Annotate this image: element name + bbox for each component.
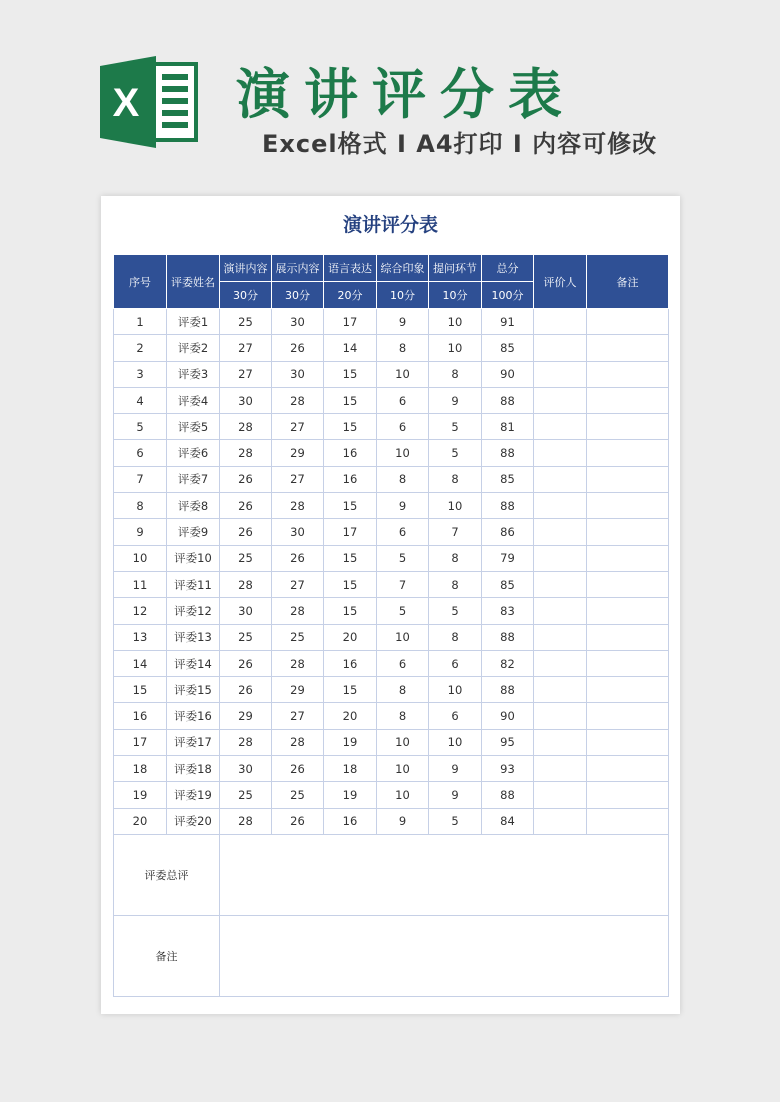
cell-total[interactable]: 90 <box>482 361 534 387</box>
cell-evaluator[interactable] <box>534 729 587 755</box>
header-points: 30分 <box>272 282 324 309</box>
table-row <box>114 624 669 650</box>
header-criterion: 综合印象 <box>377 255 429 282</box>
cell-index[interactable]: 18 <box>114 756 167 782</box>
header-criterion: 提问环节 <box>429 255 482 282</box>
cell-score[interactable]: 9 <box>429 387 482 413</box>
cell-judge-name[interactable]: 评委20 <box>167 808 220 834</box>
cell-score[interactable]: 26 <box>272 756 324 782</box>
cell-score[interactable]: 6 <box>377 650 429 676</box>
cell-judge-name[interactable]: 评委1 <box>167 309 220 335</box>
cell-evaluator[interactable] <box>534 335 587 361</box>
table-row <box>114 677 669 703</box>
notes-cell[interactable] <box>220 915 669 996</box>
cell-score[interactable]: 27 <box>272 571 324 597</box>
cell-score[interactable]: 16 <box>324 808 377 834</box>
cell-score[interactable]: 5 <box>429 598 482 624</box>
header-points: 100分 <box>482 282 534 309</box>
cell-score[interactable]: 8 <box>377 466 429 492</box>
cell-evaluator[interactable] <box>534 756 587 782</box>
cell-score[interactable]: 27 <box>272 414 324 440</box>
cell-total[interactable]: 88 <box>482 440 534 466</box>
cell-score[interactable]: 28 <box>220 440 272 466</box>
cell-score[interactable]: 29 <box>272 677 324 703</box>
table-row <box>114 335 669 361</box>
cell-remarks[interactable] <box>587 782 669 808</box>
cell-evaluator[interactable] <box>534 466 587 492</box>
cell-score[interactable]: 9 <box>429 782 482 808</box>
cell-total[interactable]: 81 <box>482 414 534 440</box>
cell-index[interactable]: 6 <box>114 440 167 466</box>
cell-score[interactable]: 26 <box>220 466 272 492</box>
cell-score[interactable]: 25 <box>220 309 272 335</box>
cell-total[interactable]: 95 <box>482 729 534 755</box>
cell-index[interactable]: 13 <box>114 624 167 650</box>
header-points: 10分 <box>429 282 482 309</box>
cell-remarks[interactable] <box>587 756 669 782</box>
cell-score[interactable]: 27 <box>272 466 324 492</box>
cell-score[interactable]: 10 <box>429 677 482 703</box>
cell-score[interactable]: 10 <box>377 756 429 782</box>
cell-judge-name[interactable]: 评委12 <box>167 598 220 624</box>
cell-score[interactable]: 26 <box>272 545 324 571</box>
cell-score[interactable]: 26 <box>220 677 272 703</box>
cell-total[interactable]: 88 <box>482 677 534 703</box>
cell-index[interactable]: 19 <box>114 782 167 808</box>
cell-evaluator[interactable] <box>534 387 587 413</box>
cell-score[interactable]: 26 <box>272 808 324 834</box>
cell-judge-name[interactable]: 评委16 <box>167 703 220 729</box>
cell-score[interactable]: 5 <box>377 598 429 624</box>
cell-judge-name[interactable]: 评委3 <box>167 361 220 387</box>
table-row <box>114 808 669 834</box>
cell-score[interactable]: 30 <box>272 519 324 545</box>
document-page <box>101 196 680 1014</box>
cell-remarks[interactable] <box>587 650 669 676</box>
cell-remarks[interactable] <box>587 493 669 519</box>
cell-index[interactable]: 15 <box>114 677 167 703</box>
score-table-body <box>114 309 669 997</box>
cell-score[interactable]: 28 <box>272 650 324 676</box>
cell-evaluator[interactable] <box>534 493 587 519</box>
cell-score[interactable]: 5 <box>429 808 482 834</box>
table-row <box>114 571 669 597</box>
cell-score[interactable]: 10 <box>377 624 429 650</box>
cell-score[interactable]: 28 <box>272 598 324 624</box>
cell-score[interactable]: 28 <box>272 729 324 755</box>
cell-score[interactable]: 8 <box>429 571 482 597</box>
cell-score[interactable]: 17 <box>324 519 377 545</box>
cell-remarks[interactable] <box>587 808 669 834</box>
cell-judge-name[interactable]: 评委13 <box>167 624 220 650</box>
cell-remarks[interactable] <box>587 387 669 413</box>
cell-judge-name[interactable]: 评委15 <box>167 677 220 703</box>
cell-judge-name[interactable]: 评委5 <box>167 414 220 440</box>
cell-index[interactable]: 9 <box>114 519 167 545</box>
cell-judge-name[interactable]: 评委9 <box>167 519 220 545</box>
cell-remarks[interactable] <box>587 466 669 492</box>
cell-score[interactable]: 20 <box>324 624 377 650</box>
cell-score[interactable]: 25 <box>220 782 272 808</box>
cell-score[interactable]: 19 <box>324 782 377 808</box>
cell-score[interactable]: 15 <box>324 677 377 703</box>
cell-index[interactable]: 3 <box>114 361 167 387</box>
excel-icon <box>100 56 200 148</box>
cell-remarks[interactable] <box>587 335 669 361</box>
cell-score[interactable]: 8 <box>377 677 429 703</box>
cell-evaluator[interactable] <box>534 703 587 729</box>
table-row <box>114 756 669 782</box>
hero-title: 演讲评分表 <box>236 63 576 126</box>
cell-score[interactable]: 25 <box>220 545 272 571</box>
cell-score[interactable]: 26 <box>220 650 272 676</box>
cell-total[interactable]: 88 <box>482 493 534 519</box>
cell-score[interactable]: 27 <box>272 703 324 729</box>
cell-remarks[interactable] <box>587 361 669 387</box>
cell-score[interactable]: 16 <box>324 440 377 466</box>
cell-score[interactable]: 25 <box>272 624 324 650</box>
document-title: 演讲评分表 <box>342 214 438 236</box>
cell-evaluator[interactable] <box>534 782 587 808</box>
cell-score[interactable]: 27 <box>220 361 272 387</box>
cell-total[interactable]: 86 <box>482 519 534 545</box>
cell-score[interactable]: 28 <box>220 729 272 755</box>
cell-evaluator[interactable] <box>534 519 587 545</box>
cell-score[interactable]: 7 <box>377 571 429 597</box>
cell-score[interactable]: 27 <box>220 335 272 361</box>
cell-index[interactable]: 20 <box>114 808 167 834</box>
cell-total[interactable]: 79 <box>482 545 534 571</box>
cell-score[interactable]: 16 <box>324 650 377 676</box>
notes-label: 备注 <box>114 915 220 996</box>
cell-total[interactable]: 85 <box>482 571 534 597</box>
cell-score[interactable]: 15 <box>324 387 377 413</box>
cell-judge-name[interactable]: 评委4 <box>167 387 220 413</box>
cell-score[interactable]: 30 <box>220 598 272 624</box>
cell-total[interactable]: 82 <box>482 650 534 676</box>
table-row <box>114 309 669 335</box>
table-row <box>114 650 669 676</box>
cell-evaluator[interactable] <box>534 361 587 387</box>
table-row <box>114 387 669 413</box>
cell-score[interactable]: 6 <box>429 703 482 729</box>
cell-total[interactable]: 83 <box>482 598 534 624</box>
cell-score[interactable]: 9 <box>377 808 429 834</box>
cell-total[interactable]: 90 <box>482 703 534 729</box>
cell-evaluator[interactable] <box>534 650 587 676</box>
cell-index[interactable]: 17 <box>114 729 167 755</box>
cell-judge-name[interactable]: 评委18 <box>167 756 220 782</box>
cell-score[interactable]: 19 <box>324 729 377 755</box>
cell-score[interactable]: 10 <box>429 729 482 755</box>
cell-remarks[interactable] <box>587 729 669 755</box>
cell-evaluator[interactable] <box>534 545 587 571</box>
header-criterion: 演讲内容 <box>220 255 272 282</box>
cell-evaluator[interactable] <box>534 624 587 650</box>
cell-score[interactable]: 8 <box>377 703 429 729</box>
cell-score[interactable]: 28 <box>272 493 324 519</box>
header-points: 20分 <box>324 282 377 309</box>
summary-label: 评委总评 <box>114 834 220 915</box>
cell-total[interactable]: 88 <box>482 782 534 808</box>
cell-judge-name[interactable]: 评委8 <box>167 493 220 519</box>
cell-score[interactable]: 6 <box>377 414 429 440</box>
cell-score[interactable]: 25 <box>220 624 272 650</box>
cell-score[interactable]: 6 <box>377 387 429 413</box>
cell-score[interactable]: 16 <box>324 466 377 492</box>
cell-score[interactable]: 15 <box>324 414 377 440</box>
cell-index[interactable]: 4 <box>114 387 167 413</box>
cell-score[interactable]: 10 <box>377 782 429 808</box>
cell-score[interactable]: 15 <box>324 598 377 624</box>
cell-score[interactable]: 26 <box>220 493 272 519</box>
cell-score[interactable]: 6 <box>377 519 429 545</box>
cell-score[interactable]: 30 <box>272 309 324 335</box>
summary-cell[interactable] <box>220 834 669 915</box>
cell-score[interactable]: 9 <box>377 493 429 519</box>
cell-score[interactable]: 7 <box>429 519 482 545</box>
cell-score[interactable]: 14 <box>324 335 377 361</box>
table-row <box>114 703 669 729</box>
cell-score[interactable]: 10 <box>429 335 482 361</box>
table-row <box>114 414 669 440</box>
cell-score[interactable]: 10 <box>377 729 429 755</box>
cell-remarks[interactable] <box>587 309 669 335</box>
cell-total[interactable]: 85 <box>482 466 534 492</box>
cell-index[interactable]: 10 <box>114 545 167 571</box>
summary-row <box>114 834 669 915</box>
score-table <box>113 254 669 997</box>
table-row <box>114 440 669 466</box>
cell-remarks[interactable] <box>587 624 669 650</box>
cell-judge-name[interactable]: 评委7 <box>167 466 220 492</box>
cell-judge-name[interactable]: 评委11 <box>167 571 220 597</box>
table-row <box>114 729 669 755</box>
cell-judge-name[interactable]: 评委2 <box>167 335 220 361</box>
cell-index[interactable]: 14 <box>114 650 167 676</box>
cell-index[interactable]: 16 <box>114 703 167 729</box>
cell-evaluator[interactable] <box>534 677 587 703</box>
cell-index[interactable]: 8 <box>114 493 167 519</box>
cell-score[interactable]: 10 <box>429 309 482 335</box>
cell-evaluator[interactable] <box>534 309 587 335</box>
header-evaluator: 评价人 <box>534 255 587 309</box>
cell-score[interactable]: 30 <box>220 756 272 782</box>
cell-remarks[interactable] <box>587 414 669 440</box>
cell-score[interactable]: 9 <box>377 309 429 335</box>
header-points: 30分 <box>220 282 272 309</box>
cell-score[interactable]: 17 <box>324 309 377 335</box>
cell-score[interactable]: 8 <box>429 466 482 492</box>
cell-total[interactable]: 85 <box>482 335 534 361</box>
header-points: 10分 <box>377 282 429 309</box>
cell-remarks[interactable] <box>587 571 669 597</box>
cell-index[interactable]: 5 <box>114 414 167 440</box>
cell-score[interactable]: 28 <box>272 387 324 413</box>
cell-score[interactable]: 18 <box>324 756 377 782</box>
cell-evaluator[interactable] <box>534 808 587 834</box>
cell-evaluator[interactable] <box>534 571 587 597</box>
cell-score[interactable]: 10 <box>429 493 482 519</box>
cell-score[interactable]: 8 <box>429 624 482 650</box>
cell-index[interactable]: 7 <box>114 466 167 492</box>
cell-total[interactable]: 91 <box>482 309 534 335</box>
table-row <box>114 519 669 545</box>
cell-remarks[interactable] <box>587 440 669 466</box>
hero-subtitle: Excel格式 I A4打印 I 内容可修改 <box>262 130 658 158</box>
table-row <box>114 545 669 571</box>
cell-score[interactable]: 10 <box>377 440 429 466</box>
cell-score[interactable]: 6 <box>429 650 482 676</box>
header-criterion: 总分 <box>482 255 534 282</box>
header-judge-name: 评委姓名 <box>167 255 220 309</box>
cell-remarks[interactable] <box>587 677 669 703</box>
cell-score[interactable]: 28 <box>220 571 272 597</box>
cell-index[interactable]: 1 <box>114 309 167 335</box>
cell-score[interactable]: 30 <box>272 361 324 387</box>
cell-judge-name[interactable]: 评委6 <box>167 440 220 466</box>
cell-remarks[interactable] <box>587 598 669 624</box>
cell-score[interactable]: 5 <box>429 440 482 466</box>
cell-remarks[interactable] <box>587 703 669 729</box>
notes-row <box>114 915 669 996</box>
table-row <box>114 493 669 519</box>
header-remarks: 备注 <box>587 255 669 309</box>
cell-score[interactable]: 15 <box>324 571 377 597</box>
cell-score[interactable]: 15 <box>324 493 377 519</box>
hero-banner <box>0 0 780 190</box>
table-row <box>114 361 669 387</box>
cell-judge-name[interactable]: 评委19 <box>167 782 220 808</box>
cell-score[interactable]: 8 <box>429 361 482 387</box>
cell-judge-name[interactable]: 评委14 <box>167 650 220 676</box>
cell-total[interactable]: 84 <box>482 808 534 834</box>
cell-judge-name[interactable]: 评委17 <box>167 729 220 755</box>
excel-icon-letter: X <box>112 81 140 125</box>
cell-score[interactable]: 5 <box>429 414 482 440</box>
header-criterion: 语言表达 <box>324 255 377 282</box>
cell-score[interactable]: 26 <box>272 335 324 361</box>
header-index: 序号 <box>114 255 167 309</box>
cell-index[interactable]: 12 <box>114 598 167 624</box>
cell-score[interactable]: 20 <box>324 703 377 729</box>
cell-score[interactable]: 5 <box>377 545 429 571</box>
cell-score[interactable]: 25 <box>272 782 324 808</box>
cell-score[interactable]: 29 <box>220 703 272 729</box>
cell-score[interactable]: 9 <box>429 756 482 782</box>
cell-total[interactable]: 93 <box>482 756 534 782</box>
cell-evaluator[interactable] <box>534 414 587 440</box>
table-row <box>114 598 669 624</box>
cell-score[interactable]: 26 <box>220 519 272 545</box>
cell-score[interactable]: 28 <box>220 808 272 834</box>
cell-total[interactable]: 88 <box>482 387 534 413</box>
cell-score[interactable]: 15 <box>324 545 377 571</box>
table-row <box>114 782 669 808</box>
cell-total[interactable]: 88 <box>482 624 534 650</box>
cell-score[interactable]: 15 <box>324 361 377 387</box>
cell-score[interactable]: 8 <box>429 545 482 571</box>
header-criterion: 展示内容 <box>272 255 324 282</box>
cell-index[interactable]: 11 <box>114 571 167 597</box>
cell-score[interactable]: 8 <box>377 335 429 361</box>
cell-score[interactable]: 28 <box>220 414 272 440</box>
cell-score[interactable]: 30 <box>220 387 272 413</box>
cell-judge-name[interactable]: 评委10 <box>167 545 220 571</box>
cell-remarks[interactable] <box>587 545 669 571</box>
header-row <box>114 255 669 282</box>
cell-index[interactable]: 2 <box>114 335 167 361</box>
cell-score[interactable]: 29 <box>272 440 324 466</box>
cell-remarks[interactable] <box>587 519 669 545</box>
table-row <box>114 466 669 492</box>
cell-evaluator[interactable] <box>534 598 587 624</box>
cell-evaluator[interactable] <box>534 440 587 466</box>
cell-score[interactable]: 10 <box>377 361 429 387</box>
